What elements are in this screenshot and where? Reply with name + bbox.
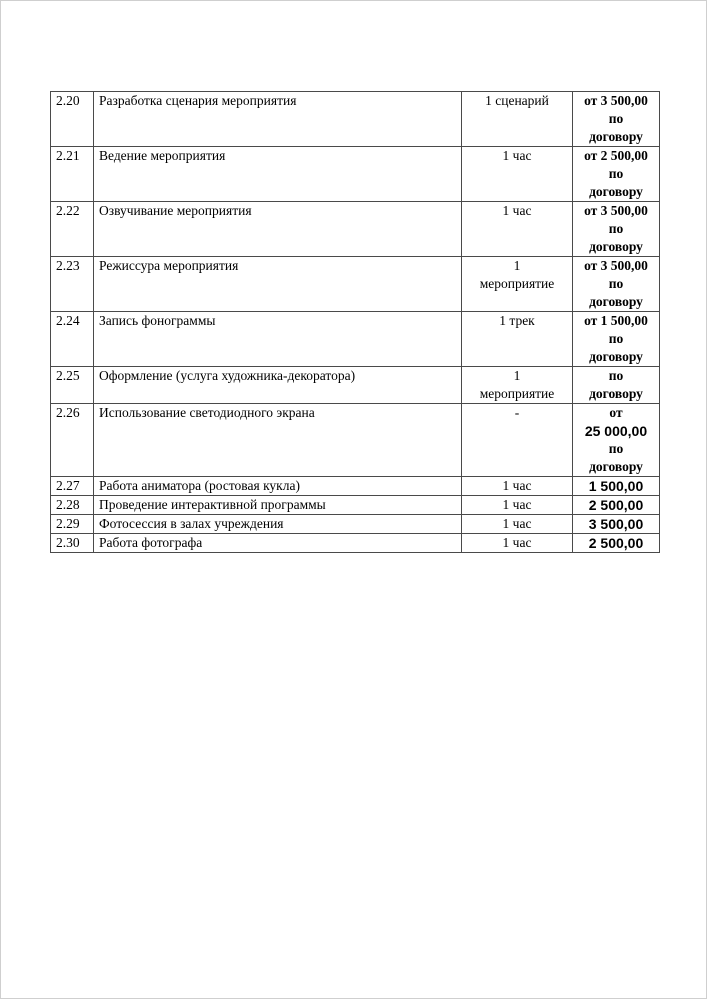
- service-name: Использование светодиодного экрана: [94, 404, 462, 477]
- price-text: по: [608, 276, 624, 291]
- price-text: договору: [589, 459, 643, 474]
- unit-text: 1 трек: [499, 313, 535, 328]
- service-name: Запись фонограммы: [94, 312, 462, 367]
- price-text: по: [608, 111, 624, 126]
- unit-cell: [462, 147, 573, 202]
- unit-text: 1 час: [502, 535, 532, 550]
- table-row: [51, 257, 660, 312]
- price-cell: [573, 534, 660, 553]
- price-text: от: [609, 405, 623, 420]
- price-text: договору: [589, 129, 643, 144]
- price-text: договору: [589, 349, 643, 364]
- unit-cell: [462, 515, 573, 534]
- price-text: договору: [589, 294, 643, 309]
- unit-cell: [462, 404, 573, 477]
- price-text: договору: [589, 239, 643, 254]
- price-text: 2 500,00: [588, 497, 644, 513]
- unit-cell: [462, 92, 573, 147]
- price-cell: [573, 367, 660, 404]
- unit-cell: [462, 257, 573, 312]
- price-text: по: [608, 166, 624, 181]
- price-cell: [573, 92, 660, 147]
- price-text: по: [608, 221, 624, 236]
- table-row: [51, 202, 660, 257]
- service-name: Работа аниматора (ростовая кукла): [94, 477, 462, 496]
- unit-text: 1 час: [502, 203, 532, 218]
- price-list-table: [50, 91, 660, 553]
- price-text: по: [608, 331, 624, 346]
- row-number: 2.30: [51, 534, 94, 553]
- row-number: 2.26: [51, 404, 94, 477]
- price-text: по: [608, 441, 624, 456]
- unit-text: мероприятие: [479, 276, 555, 291]
- unit-cell: [462, 367, 573, 404]
- price-cell: [573, 404, 660, 477]
- price-cell: [573, 477, 660, 496]
- unit-text: 1 час: [502, 516, 532, 531]
- table-row: [51, 367, 660, 404]
- unit-text: 1: [513, 368, 521, 383]
- table-row: [51, 477, 660, 496]
- unit-text: мероприятие: [479, 386, 555, 401]
- table-row: [51, 496, 660, 515]
- table-row: [51, 312, 660, 367]
- price-cell: [573, 147, 660, 202]
- service-name: Проведение интерактивной программы: [94, 496, 462, 515]
- table-row: [51, 404, 660, 477]
- unit-cell: [462, 312, 573, 367]
- table-row: [51, 515, 660, 534]
- price-text: 3 500,00: [588, 516, 644, 532]
- service-name: Озвучивание мероприятия: [94, 202, 462, 257]
- price-text: по: [608, 368, 624, 383]
- service-name: Оформление (услуга художника-декоратора): [94, 367, 462, 404]
- unit-text: 1: [513, 258, 521, 273]
- price-text: от 3 500,00: [584, 258, 648, 273]
- unit-text: 1 час: [502, 148, 532, 163]
- table-row: [51, 147, 660, 202]
- table-row: [51, 92, 660, 147]
- unit-cell: [462, 534, 573, 553]
- price-text: договору: [589, 386, 643, 401]
- row-number: 2.23: [51, 257, 94, 312]
- row-number: 2.28: [51, 496, 94, 515]
- unit-cell: [462, 496, 573, 515]
- row-number: 2.20: [51, 92, 94, 147]
- row-number: 2.25: [51, 367, 94, 404]
- price-cell: [573, 257, 660, 312]
- row-number: 2.24: [51, 312, 94, 367]
- price-cell: [573, 515, 660, 534]
- price-cell: [573, 312, 660, 367]
- row-number: 2.22: [51, 202, 94, 257]
- unit-text: 1 час: [502, 478, 532, 493]
- price-cell: [573, 496, 660, 515]
- price-text: 2 500,00: [588, 535, 644, 551]
- price-text: от 1 500,00: [584, 313, 648, 328]
- price-text: 25 000,00: [584, 423, 648, 439]
- price-text: от 2 500,00: [584, 148, 648, 163]
- service-name: Ведение мероприятия: [94, 147, 462, 202]
- price-text: договору: [589, 184, 643, 199]
- row-number: 2.21: [51, 147, 94, 202]
- price-text: от 3 500,00: [584, 203, 648, 218]
- price-text: от 3 500,00: [584, 93, 648, 108]
- unit-text: -: [514, 405, 520, 420]
- service-name: Фотосессия в залах учреждения: [94, 515, 462, 534]
- table-row: [51, 534, 660, 553]
- row-number: 2.27: [51, 477, 94, 496]
- service-name: Работа фотографа: [94, 534, 462, 553]
- price-cell: [573, 202, 660, 257]
- price-text: 1 500,00: [588, 478, 644, 494]
- unit-cell: [462, 477, 573, 496]
- service-name: Разработка сценария мероприятия: [94, 92, 462, 147]
- unit-text: 1 сценарий: [485, 93, 549, 108]
- service-name: Режиссура мероприятия: [94, 257, 462, 312]
- row-number: 2.29: [51, 515, 94, 534]
- unit-cell: [462, 202, 573, 257]
- unit-text: 1 час: [502, 497, 532, 512]
